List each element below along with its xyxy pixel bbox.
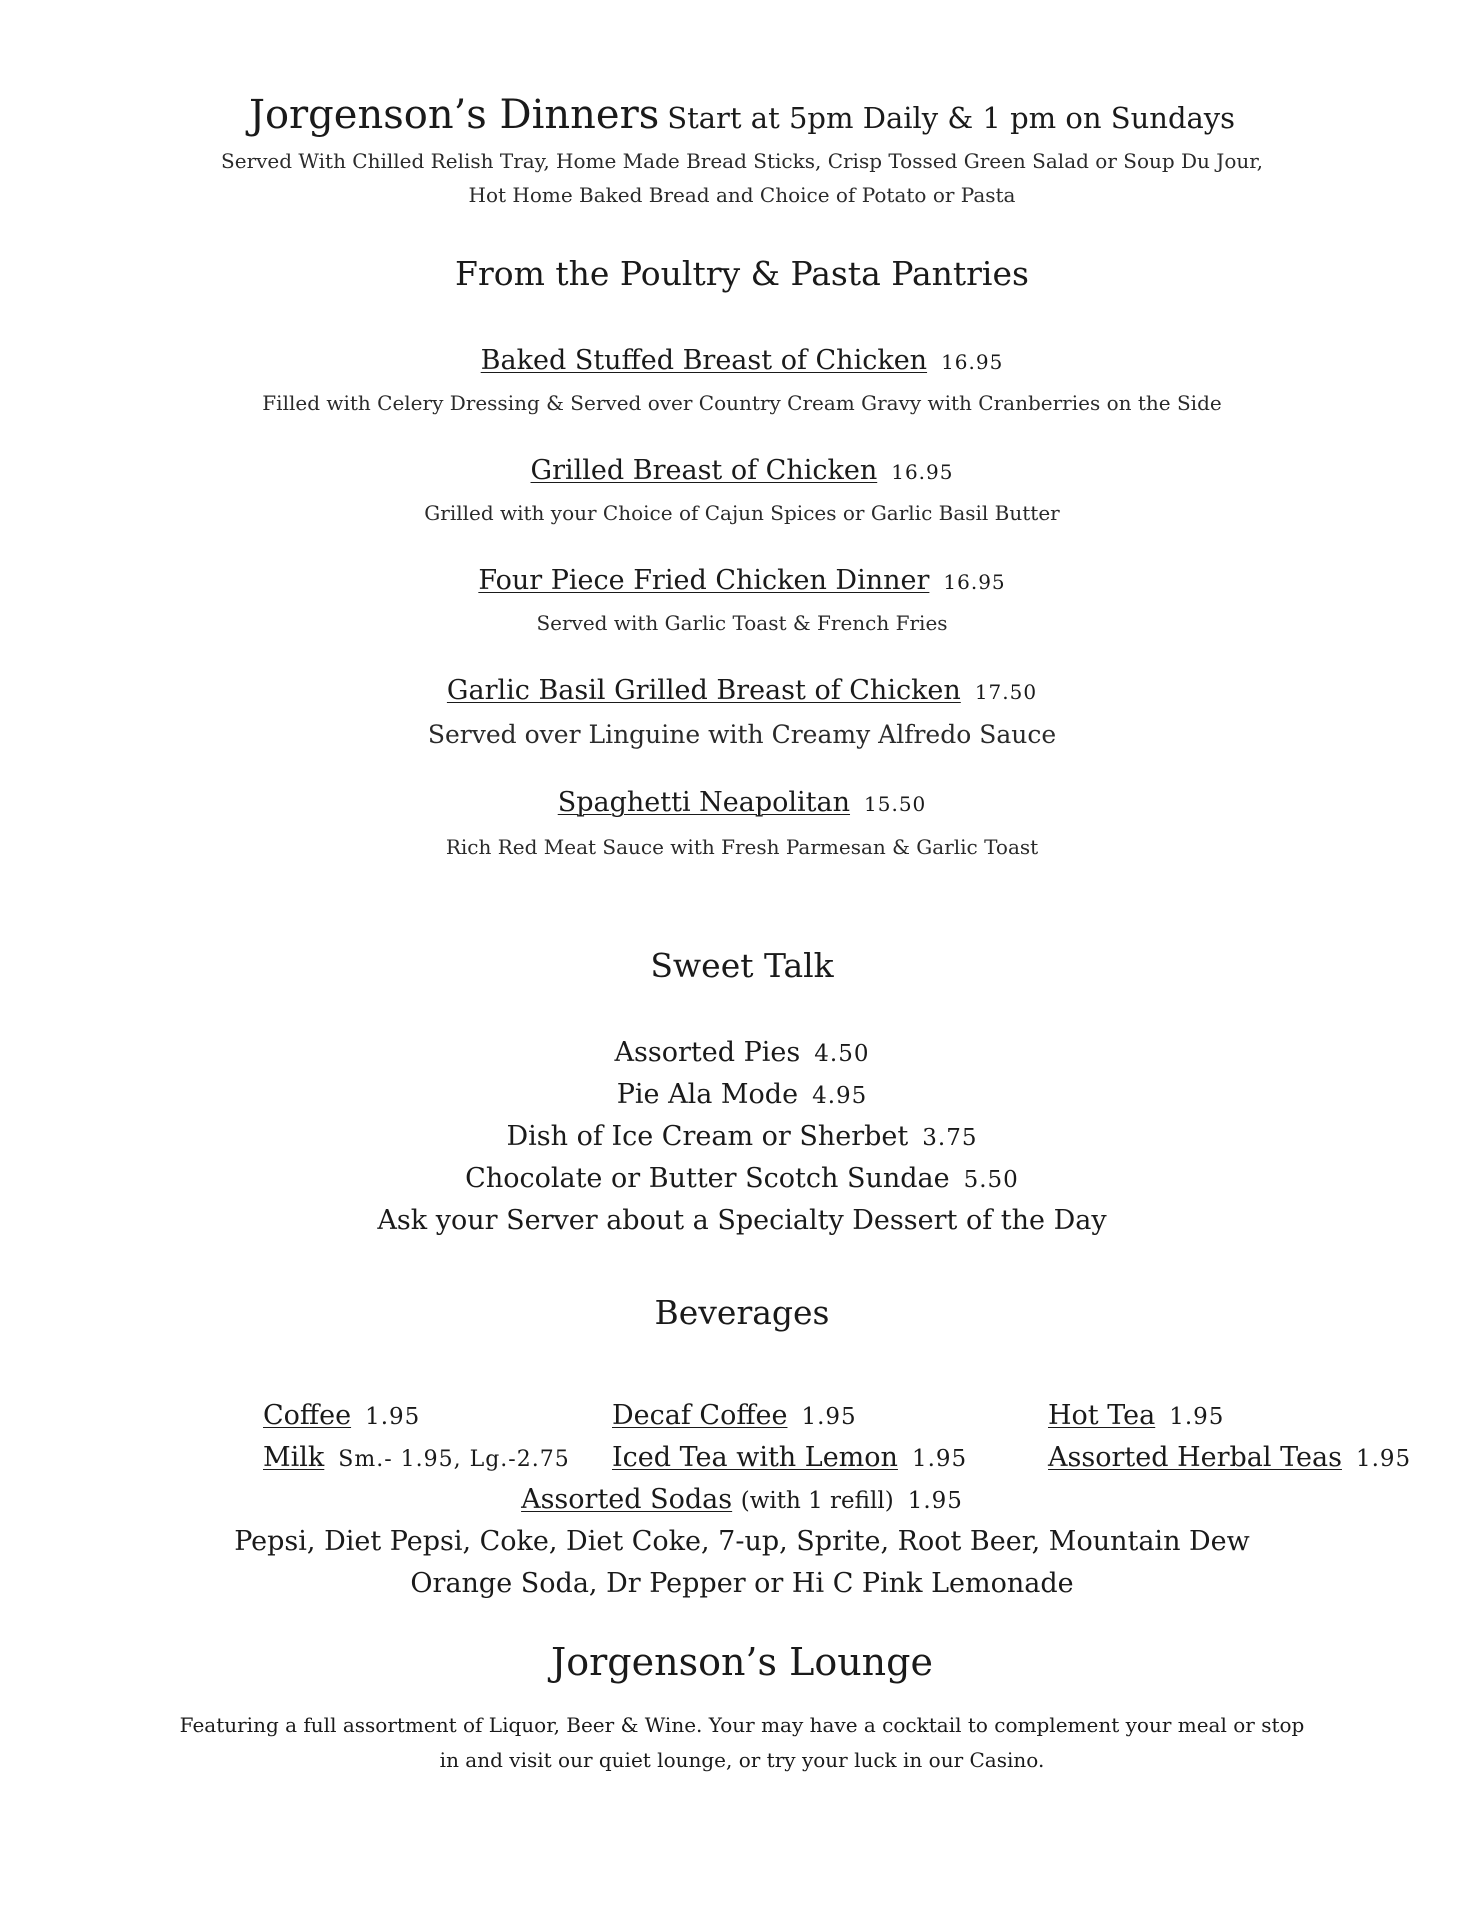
- dessert-name: Chocolate or Butter Scotch Sundae: [465, 1163, 950, 1194]
- item-price: 15.50: [864, 792, 927, 816]
- item-price: 16.95: [891, 460, 954, 484]
- beverage-sodas: [0, 1484, 1484, 1515]
- menu-item-name: [0, 565, 1484, 596]
- dessert-item: [0, 1079, 1484, 1110]
- lounge-description-line-2: in and visit our quiet lounge, or try your luck in our Casino.: [439, 1748, 1045, 1772]
- menu-item-name: [0, 675, 1484, 706]
- beverage-name: Iced Tea with Lemon: [612, 1442, 898, 1473]
- beverage-price: 1.95: [907, 1488, 963, 1514]
- beverage-name: Hot Tea: [1048, 1400, 1156, 1431]
- dinners-heading: [0, 92, 1484, 138]
- beverage-name: Assorted Herbal Teas: [1048, 1442, 1342, 1473]
- served-with-line-1: Served With Chilled Relish Tray, Home Made Bread Sticks, Crisp Tossed Green Salad or Soup Du Jour,: [221, 149, 1263, 173]
- dessert-price: 5.50: [963, 1167, 1019, 1193]
- dessert-item: [0, 1163, 1484, 1194]
- dessert-price: 4.95: [812, 1083, 868, 1109]
- item-title: Spaghetti Neapolitan: [557, 787, 851, 818]
- dessert-name: Dish of Ice Cream or Sherbet: [506, 1121, 909, 1152]
- poultry-section-title: From the Poultry & Pasta Pantries: [455, 254, 1029, 293]
- menu-item-description: Served with Garlic Toast & French Fries: [536, 611, 948, 635]
- beverage-herbal-teas: [1048, 1442, 1411, 1473]
- sweet-talk-title: Sweet Talk: [650, 946, 834, 985]
- beverage-name: Milk: [263, 1442, 325, 1473]
- menu-item-description: Served over Linguine with Creamy Alfredo Sauce: [427, 720, 1057, 749]
- dessert-item: [0, 1121, 1484, 1152]
- item-title: Four Piece Fried Chicken Dinner: [478, 565, 930, 596]
- beverage-coffee: [263, 1400, 420, 1431]
- dessert-name: Pie Ala Mode: [616, 1079, 799, 1110]
- dinners-title: Jorgenson’s Dinners: [248, 92, 660, 138]
- dessert-name: Assorted Pies: [614, 1037, 801, 1068]
- item-title: Grilled Breast of Chicken: [530, 455, 878, 486]
- dessert-item: [0, 1037, 1484, 1068]
- item-price: 16.95: [941, 350, 1004, 374]
- beverage-price: 1.95: [911, 1446, 968, 1472]
- item-price: 16.95: [943, 570, 1006, 594]
- menu-item-name: [0, 787, 1484, 818]
- beverage-price: 1.95: [1355, 1446, 1412, 1472]
- dessert-price: 3.75: [922, 1125, 978, 1151]
- lounge-title: Jorgenson’s Lounge: [551, 1640, 933, 1684]
- item-price: 17.50: [974, 680, 1038, 704]
- beverage-price: 1.95: [801, 1404, 857, 1430]
- menu-item-name: [0, 455, 1484, 486]
- soda-refill-note: (with 1 refill): [740, 1488, 894, 1514]
- beverage-price: 1.95: [1169, 1404, 1225, 1430]
- dinners-hours: Start at 5pm Daily & 1 pm on Sundays: [667, 101, 1236, 135]
- beverage-iced-tea: [612, 1442, 967, 1473]
- menu-item-description: Filled with Celery Dressing & Served over Country Cream Gravy with Cranberries on the Side: [262, 391, 1222, 415]
- beverage-hot-tea: [1048, 1400, 1224, 1431]
- beverage-decaf-coffee: [612, 1400, 857, 1431]
- beverage-price: Sm.- 1.95, Lg.-2.75: [338, 1447, 570, 1472]
- beverage-milk: [263, 1442, 570, 1473]
- soda-list-line-1: Pepsi, Diet Pepsi, Coke, Diet Coke, 7-up, Sprite, Root Beer, Mountain Dew: [234, 1526, 1250, 1557]
- beverage-price: 1.95: [365, 1404, 421, 1430]
- beverage-name: Assorted Sodas: [521, 1484, 733, 1515]
- beverage-name: Coffee: [263, 1400, 352, 1431]
- menu-item-name: [0, 345, 1484, 376]
- served-with-line-2: Hot Home Baked Bread and Choice of Potato or Pasta: [468, 183, 1016, 207]
- lounge-description-line-1: Featuring a full assortment of Liquor, Beer & Wine. Your may have a cocktail to complement your meal or stop: [179, 1713, 1305, 1737]
- item-title: Garlic Basil Grilled Breast of Chicken: [446, 675, 961, 706]
- soda-list-line-2: Orange Soda, Dr Pepper or Hi C Pink Lemonade: [410, 1568, 1074, 1599]
- item-title: Baked Stuffed Breast of Chicken: [480, 345, 928, 376]
- dessert-special-note: Ask your Server about a Specialty Dessert of the Day: [377, 1205, 1107, 1236]
- menu-item-description: Rich Red Meat Sauce with Fresh Parmesan & Garlic Toast: [445, 835, 1039, 859]
- beverage-name: Decaf Coffee: [612, 1400, 788, 1431]
- menu-item-description: Grilled with your Choice of Cajun Spices or Garlic Basil Butter: [424, 501, 1060, 525]
- dessert-price: 4.50: [814, 1041, 870, 1067]
- beverages-title: Beverages: [654, 1293, 830, 1332]
